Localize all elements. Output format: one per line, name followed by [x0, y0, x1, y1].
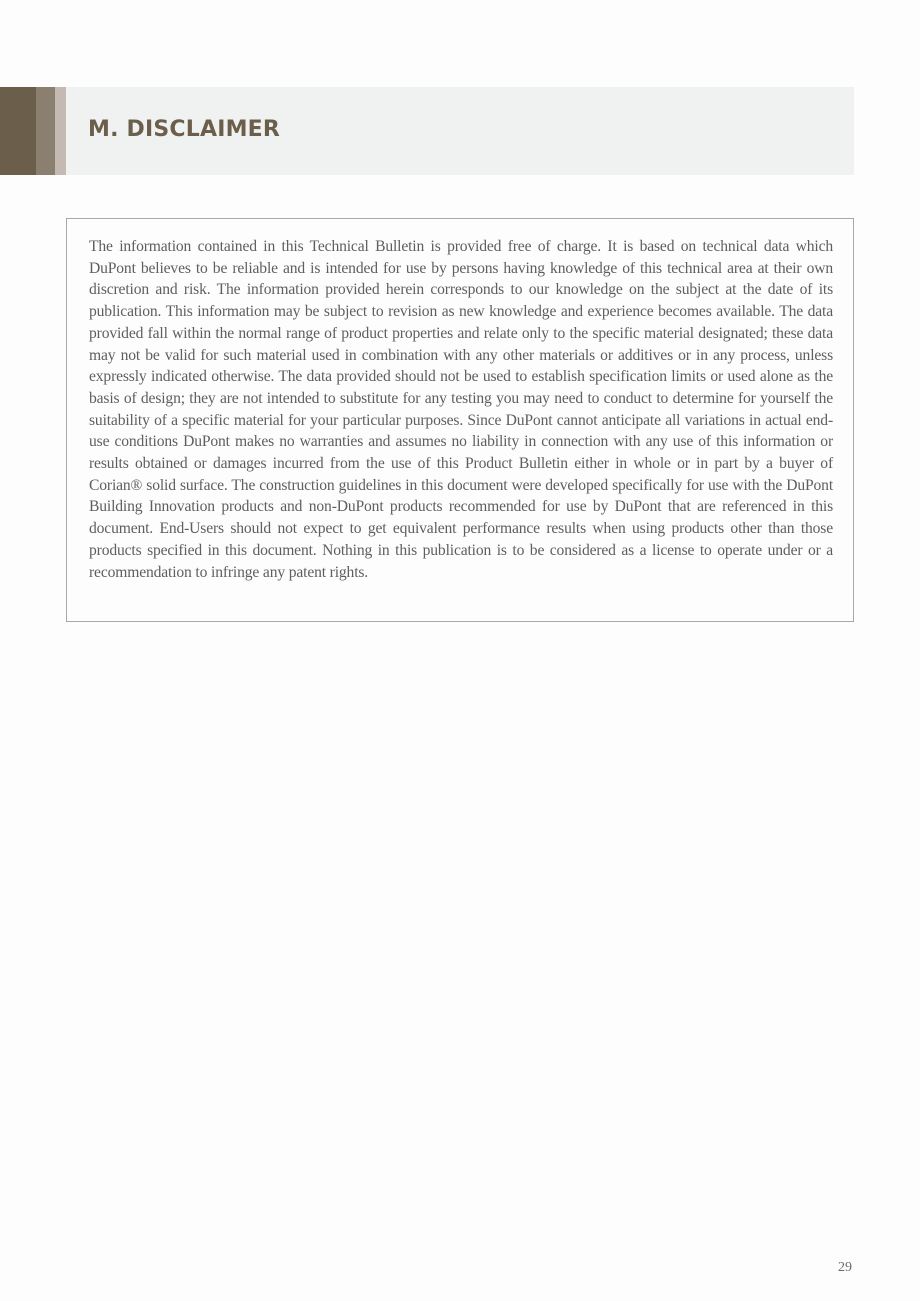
accent-bar-light	[55, 87, 66, 175]
section-title: M. DISCLAIMER	[88, 117, 281, 142]
section-header-band	[0, 87, 854, 175]
accent-bar-mid	[36, 87, 55, 175]
accent-bar-dark	[0, 87, 36, 175]
disclaimer-paragraph: The information contained in this Technical Bulletin is provided free of charge. It is based on technical data which DuPont believes to be reliable and is intended for use by persons having knowledge of this technical area at their own discretion and risk. The information provided herein corresponds to our knowledge on the subject at the date of its publication. This information may be subject to revision as new knowledge and experience becomes available. The data provided fall within the normal range of product properties and relate only to the specific material designated; these data may not be valid for such material used in combination with any other materials or additives or in any process, unless expressly indicated otherwise. The data provided should not be used to establish specification limits or used alone as the basis of design; they are not intended to substitute for any testing you may need to conduct to determine for yourself the suitability of a specific material for your particular purposes. Since DuPont cannot anticipate all variations in actual end-use conditions DuPont makes no warranties and assumes no liability in connection with any use of this information or results obtained or damages incurred from the use of this Product Bulletin either in whole or in part by a buyer of Corian® solid surface. The construction guidelines in this document were developed specifically for use with the DuPont Building Innovation products and non-DuPont products recommended for use by DuPont that are referenced in this document. End-Users should not expect to get equivalent performance results when using products other than those products specified in this document. Nothing in this publication is to be considered as a license to operate under or a recommendation to infringe any patent rights.	[89, 238, 833, 581]
page-number: 29	[838, 1260, 852, 1275]
disclaimer-box	[66, 218, 854, 622]
